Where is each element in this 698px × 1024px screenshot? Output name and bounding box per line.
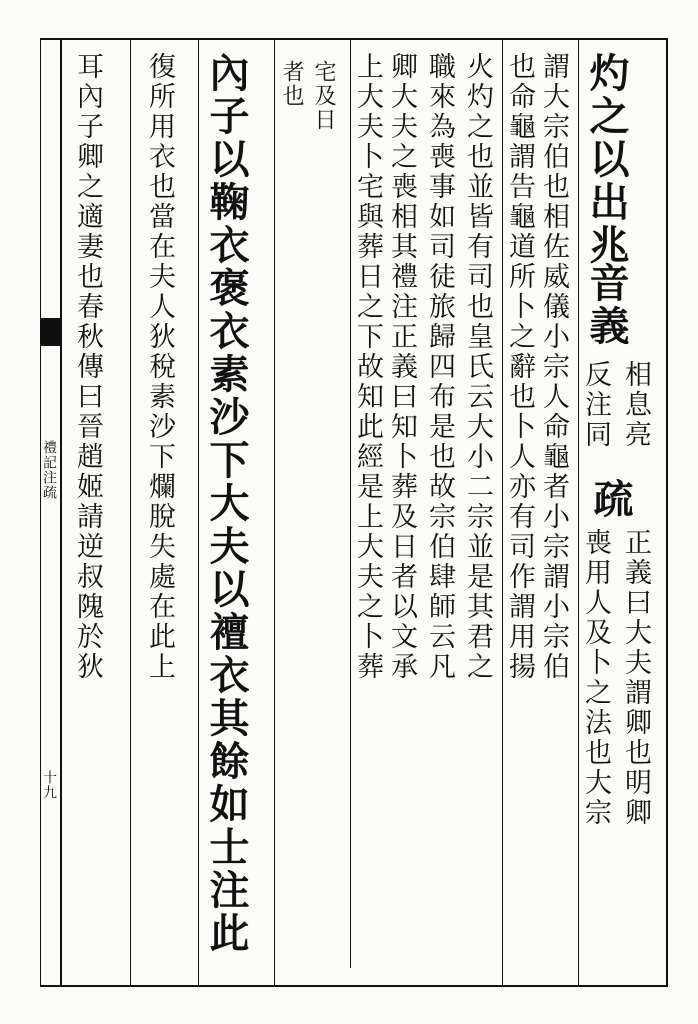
column-rule-1 [578,38,579,987]
frame-right-rule [666,38,668,987]
commentary-column-3: 也命龜謂告龜道所卜之辭也卜人亦有司作謂用揚 [504,52,535,682]
commentary-column-2: 謂大宗伯也相佐威儀小宗人命龜者小宗謂小宗伯 [538,52,569,682]
column-rule-6 [130,38,131,987]
main-text-column-1: 灼之以出兆 [583,52,630,267]
frame-left-rule [60,38,62,987]
column-rule-4 [350,38,351,968]
margin-book-title: 禮記注疏 [41,440,57,500]
column-rule-3 [274,38,275,987]
commentary-column-8: 宅及日 [311,60,336,132]
shu-heading: 疏 [587,478,634,521]
main-text-column-2: 內子以鞠衣褒衣素沙下大夫以襢衣其餘如士注此 [203,52,250,955]
commentary-column-1b: 喪用人及卜之法也大宗 [580,528,611,828]
yinyi-note-b: 反注同 [580,360,611,450]
yinyi-note-a: 相息亮 [620,360,651,450]
commentary-column-5: 職來為喪事如司徒旅歸四布是也故宗伯肆師云凡 [424,52,455,682]
commentary-column-10: 復所用衣也當在夫人狄稅素沙下爛脫失處在此上 [144,52,175,682]
commentary-column-11: 耳內子卿之適妻也春秋傳曰晉趙姬請逆叔隗於狄 [72,52,103,682]
commentary-column-1a: 正義曰大夫謂卿也明卿 [620,528,651,828]
column-rule-2 [502,38,503,987]
margin-page-number: 十九 [41,770,57,800]
fish-tail-mark [41,318,60,346]
column-rule-5 [198,38,199,987]
edge-rule-outer [40,38,41,987]
frame-top-rule [40,38,668,40]
yinyi-heading: 音義 [583,262,630,348]
commentary-column-9: 者也 [279,60,304,108]
frame-bottom-rule [40,985,668,987]
commentary-column-7: 上大夫卜宅與葬日之下故知此經是上大夫之卜葬 [352,52,383,682]
commentary-column-6: 卿大夫之喪相其禮注正義曰知卜葬及日者以文承 [386,52,417,682]
commentary-column-4: 火灼之也並皆有司也皇氏云大小二宗並是其君之 [462,52,493,682]
